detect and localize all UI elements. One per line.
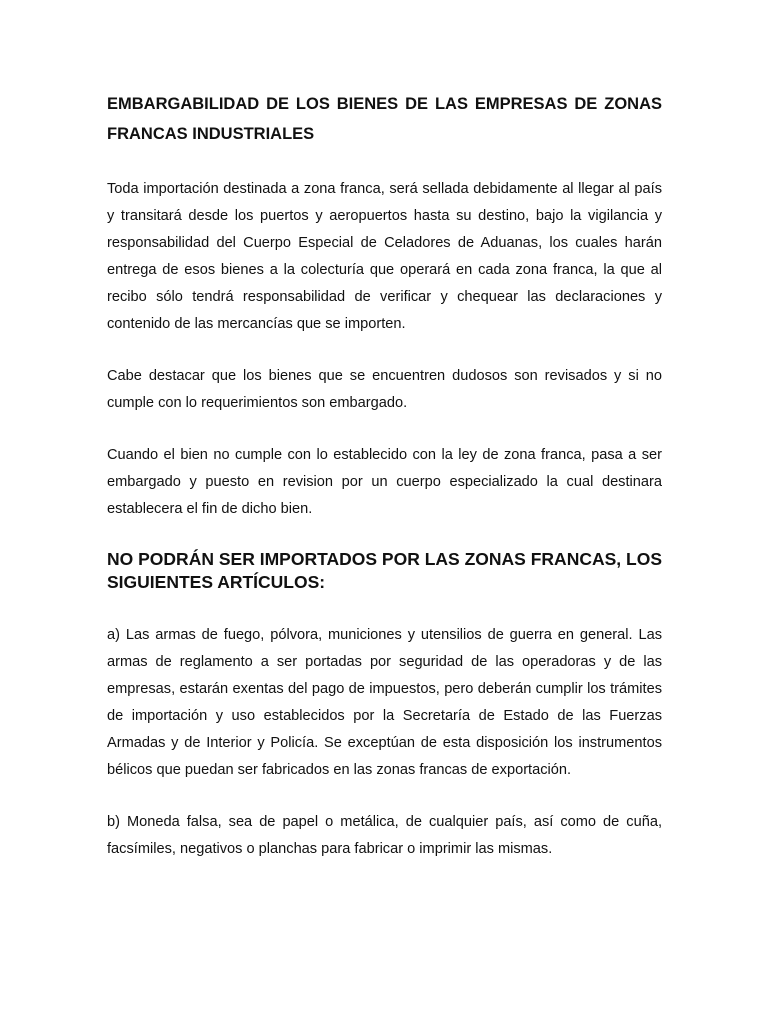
list-item-b: b) Moneda falsa, sea de papel o metálica, de cualquier país, así como de cuña, facsímiles, negativos o planchas para fabricar o imprimir las mismas.: [107, 814, 662, 857]
paragraph-bienes-dudosos: Cabe destacar que los bienes que se encuentren dudosos son revisados y si no cumple con lo requerimientos son embargado.: [107, 368, 662, 411]
document-body: [107, 89, 662, 863]
list-item-a: a) Las armas de fuego, pólvora, municiones y utensilios de guerra en general. Las armas de reglamento a ser portadas por seguridad de las operadoras y de las empresas, estarán exentas del pago de impuestos, pero deberán cumplir los trámites de importación y uso establecidos por la Secretaría de Estado de las Fuerzas Armadas y de Interior y Policía. Se exceptúan de esta disposición los instrumentos bélicos que puedan ser fabricados en las zonas francas de exportación.: [107, 627, 662, 778]
document-title: EMBARGABILIDAD DE LOS BIENES DE LAS EMPRESAS DE ZONAS FRANCAS INDUSTRIALES: [107, 95, 662, 143]
paragraph-embargo: Cuando el bien no cumple con lo establecido con la ley de zona franca, pasa a ser embargado y puesto en revision por un cuerpo especializado la cual destinara establecera el fin de dicho bien.: [107, 447, 662, 517]
paragraph-importacion: Toda importación destinada a zona franca, será sellada debidamente al llegar al país y transitará desde los puertos y aeropuertos hasta su destino, bajo la vigilancia y responsabilidad del Cuerpo Especial de Celadores de Aduanas, los cuales harán entrega de esos bienes a la colecturía que operará en cada zona franca, la que al recibo sólo tendrá responsabilidad de verificar y chequear las declaraciones y contenido de las mercancías que se importen.: [107, 181, 662, 332]
section-heading-articulos: NO PODRÁN SER IMPORTADOS POR LAS ZONAS FRANCAS, LOS SIGUIENTES ARTÍCULOS:: [107, 549, 662, 592]
